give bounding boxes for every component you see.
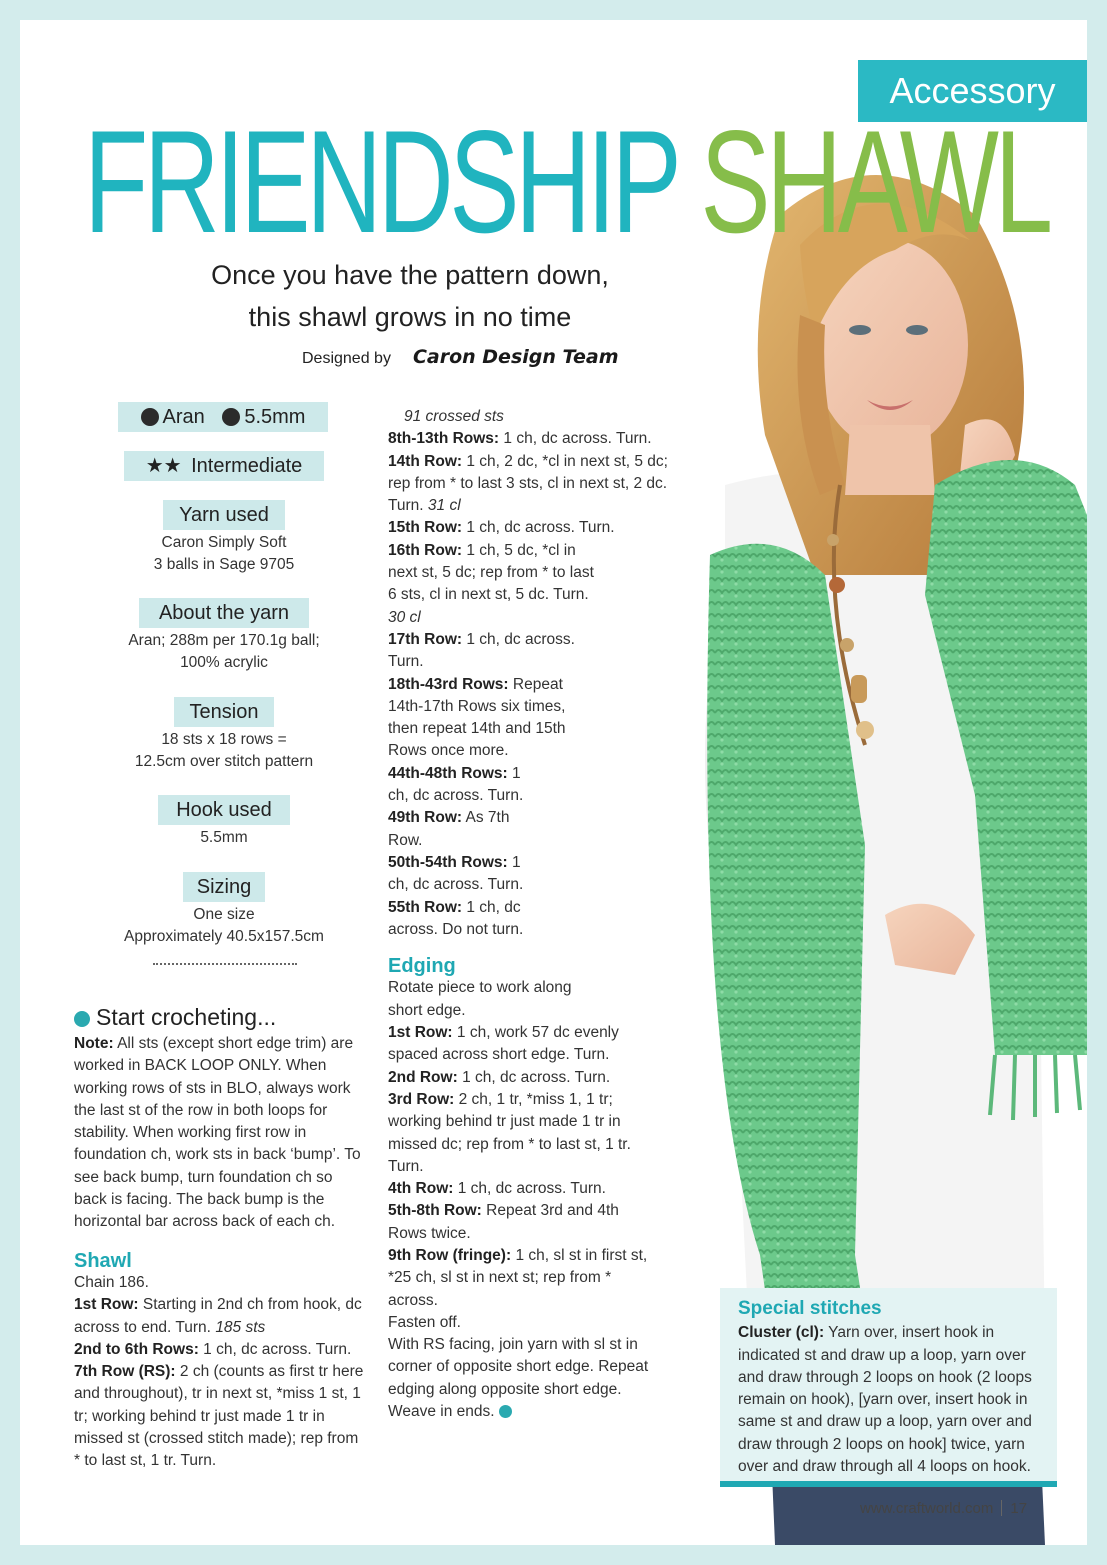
row-text: 1 ch, dc across. Turn. [203, 1340, 352, 1358]
yarn-weight: Aran [162, 406, 205, 428]
row-55 [388, 897, 558, 942]
special-stitches-heading: Special stitches [738, 1298, 882, 1319]
page-title [84, 102, 1049, 262]
edging-intro: Rotate piece to work along short edge. [388, 979, 572, 1019]
column-1 [74, 1033, 364, 1473]
row-text: 1 ch, dc across. Turn. [388, 853, 524, 894]
subtitle-line-2: this shawl grows in no time [248, 302, 572, 332]
row-text: As 7th Row. [388, 809, 510, 849]
sizing-info [80, 904, 368, 948]
edging-row-4 [388, 1178, 668, 1200]
shawl-row-7 [74, 1361, 364, 1472]
sizing-heading: Sizing [183, 872, 265, 902]
edging-fasten: Fasten off. [388, 1313, 461, 1331]
start-crocheting-heading [74, 1004, 276, 1031]
row-14 [388, 451, 668, 518]
row-8 [388, 428, 668, 450]
difficulty-stars-icon: ★★ [145, 455, 182, 477]
row-label: 5th-8th Row: [388, 1202, 482, 1220]
edging-finish-text: With RS facing, join yarn with sl st in corner of opposite short edge. Repeat edging along opposite short edge. Weave in ends. [388, 1336, 649, 1421]
hook-used-info [80, 827, 368, 849]
yarn-used-heading: Yarn used [163, 500, 285, 530]
row-text: 2 ch, 1 tr, *miss 1, 1 tr; working behind tr just made 1 tr in missed dc; rep from * to last st, 1 tr. Turn. [388, 1090, 631, 1175]
row-label: 3rd Row: [388, 1090, 455, 1108]
row-label: 49th Row: [388, 809, 463, 827]
crossed-count: 91 crossed sts [404, 408, 504, 425]
sizing-line-2: Approximately 40.5x157.5cm [124, 928, 324, 945]
row-label: 18th-43rd Rows: [388, 675, 509, 693]
row-17 [388, 629, 598, 674]
row-label: 9th Row (fringe): [388, 1246, 512, 1264]
edging-finish [388, 1334, 663, 1423]
shawl-row-1 [74, 1294, 364, 1339]
row-label: 1st Row: [74, 1296, 139, 1314]
hook-used-heading: Hook used [158, 795, 290, 825]
yarn-used-info [80, 532, 368, 576]
page-footer [860, 1500, 1027, 1517]
row-label: 16th Row: [388, 541, 463, 559]
difficulty-label: Intermediate [191, 455, 303, 477]
subtitle-line-1: Once you have the pattern down, [211, 260, 609, 290]
row-count: 185 sts [215, 1318, 266, 1336]
start-heading-text: Start crocheting... [96, 1004, 277, 1030]
designer-signature: Caron Design Team [412, 346, 619, 368]
column-2 [388, 406, 668, 1423]
hook-used-line-1: 5.5mm [200, 829, 248, 846]
row-label: 14th Row: [388, 452, 463, 470]
tension-info [80, 729, 368, 773]
note-text: All sts (except short edge trim) are worked in BACK LOOP ONLY. When working rows of sts in BLO, always work the last st of the row in both loops for stability. When working first row in foundation ch, work sts in back ‘bump’. To see back bump, turn foundation ch so back is facing. The back bump is the horizontal bar across back of each ch. [74, 1035, 361, 1231]
row-label: 1st Row: [388, 1024, 453, 1042]
about-yarn-line-2: 100% acrylic [180, 654, 268, 671]
designer-label: Designed by [302, 350, 391, 367]
yarn-hook-pill [118, 402, 328, 432]
row-text: 1 ch, 2 dc, *cl in next st, 5 dc; rep from * to last 3 sts, cl in next st, 2 dc. Turn. [388, 452, 668, 515]
footer-separator [1001, 1500, 1002, 1516]
row-18 [388, 674, 578, 763]
edging-heading: Edging [388, 955, 456, 978]
note-label: Note: [74, 1035, 114, 1052]
yarn-used-line-1: Caron Simply Soft [161, 534, 287, 551]
tension-line-2: 12.5cm over stitch pattern [134, 753, 314, 770]
row-label: 44th-48th Rows: [388, 764, 508, 782]
row-text: 1 ch, dc across. Turn. [462, 1068, 611, 1086]
designer-credit [302, 346, 619, 368]
footer-url[interactable]: www.craftworld.com [860, 1500, 994, 1517]
magazine-page [20, 20, 1087, 1545]
row-text: 2 ch (counts as first tr here and throughout), tr in next st, *miss 1 st, 1 tr; working behind tr just made 1 tr in missed st (crossed stitch made); rep from * to last st, 1 tr. Turn. [74, 1363, 364, 1470]
difficulty-pill [124, 451, 324, 481]
yarn-ball-bullet-icon [74, 1011, 90, 1027]
about-yarn-line-1: Aran; 288m per 170.1g ball; [128, 632, 320, 649]
row-44 [388, 763, 538, 808]
row-text: 1 ch, dc across. Turn. [503, 430, 652, 448]
about-yarn-heading: About the yarn [139, 598, 309, 628]
row-count: 31 cl [427, 497, 461, 515]
hook-size: 5.5mm [244, 406, 306, 428]
category-tab: Accessory [858, 60, 1087, 122]
row-label: 2nd Row: [388, 1068, 458, 1086]
page-number: 17 [1010, 1500, 1028, 1517]
cluster-label: Cluster (cl): [738, 1324, 825, 1342]
row-label: 15th Row: [388, 519, 463, 537]
edging-row-1 [388, 1022, 643, 1067]
edging-row-2 [388, 1067, 668, 1089]
row-49 [388, 807, 538, 852]
row-text: 1 ch, work 57 dc evenly spaced across short edge. Turn. [388, 1024, 619, 1064]
row-text: Repeat 14th-17th Rows six times, then repeat 14th and 15th Rows once more. [388, 675, 566, 760]
end-yarn-ball-icon [499, 1405, 512, 1418]
tension-heading: Tension [174, 697, 274, 727]
row-count: 30 cl [388, 608, 421, 626]
sizing-line-1: One size [193, 906, 255, 923]
row-text: Repeat 3rd and 4th Rows twice. [388, 1202, 619, 1242]
subtitle [170, 254, 650, 338]
row-text: 1 ch, dc across. Turn. [388, 630, 575, 671]
row-label: 7th Row (RS): [74, 1363, 176, 1381]
special-stitches-box [717, 1288, 1057, 1481]
row-text: 1 ch, dc across. Turn. [388, 764, 524, 805]
edging-row-9 [388, 1245, 653, 1312]
row-50 [388, 852, 538, 897]
tension-line-1: 18 sts x 18 rows = [161, 731, 287, 748]
edging-row-5 [388, 1200, 643, 1245]
row-label: 2nd to 6th Rows: [74, 1340, 199, 1358]
row-16 [388, 540, 598, 629]
dotted-divider [153, 963, 297, 965]
row-label: 8th-13th Rows: [388, 430, 500, 448]
cluster-definition [738, 1322, 1043, 1478]
row-label: 55th Row: [388, 898, 463, 916]
row-text: 1 ch, 5 dc, *cl in next st, 5 dc; rep from * to last 6 sts, cl in next st, 5 dc. Turn. [388, 541, 594, 604]
row-text: 1 ch, dc across. Turn. [457, 1180, 606, 1198]
row-text: 1 ch, dc across. Do not turn. [388, 898, 524, 938]
shawl-row-2 [74, 1339, 364, 1361]
note-paragraph [74, 1033, 364, 1234]
about-yarn-info [80, 630, 368, 674]
cluster-text: Yarn over, insert hook in indicated st and draw up a loop, yarn over and draw through 2 loops on hook (2 loops remain on hook), [yarn over, insert hook in same st and draw up a loop, yarn over and draw through 2 loops on hook] twice, yarn over and draw through all 4 loops on hook. [738, 1324, 1032, 1476]
hook-icon [222, 408, 240, 426]
yarn-used-line-2: 3 balls in Sage 9705 [153, 556, 295, 573]
shawl-heading: Shawl [74, 1249, 132, 1272]
title-word-1: FRIENDSHIP [84, 100, 676, 263]
special-box-accent-bar [720, 1481, 1057, 1487]
row-text: 1 ch, dc across. Turn. [466, 519, 615, 537]
row-label: 17th Row: [388, 630, 463, 648]
row-text: Starting in 2nd ch from hook, dc across to end. Turn. [74, 1296, 362, 1336]
title-word-2: SHAWL [700, 100, 1049, 263]
row-label: 50th-54th Rows: [388, 853, 508, 871]
row-text: 1 ch, sl st in first st, *25 ch, sl st in next st; rep from * across. [388, 1246, 648, 1309]
shawl-chain: Chain 186. [74, 1273, 149, 1291]
row-label: 4th Row: [388, 1180, 454, 1198]
edging-row-3 [388, 1089, 663, 1178]
row-15 [388, 517, 668, 539]
yarn-ball-icon [141, 408, 159, 426]
